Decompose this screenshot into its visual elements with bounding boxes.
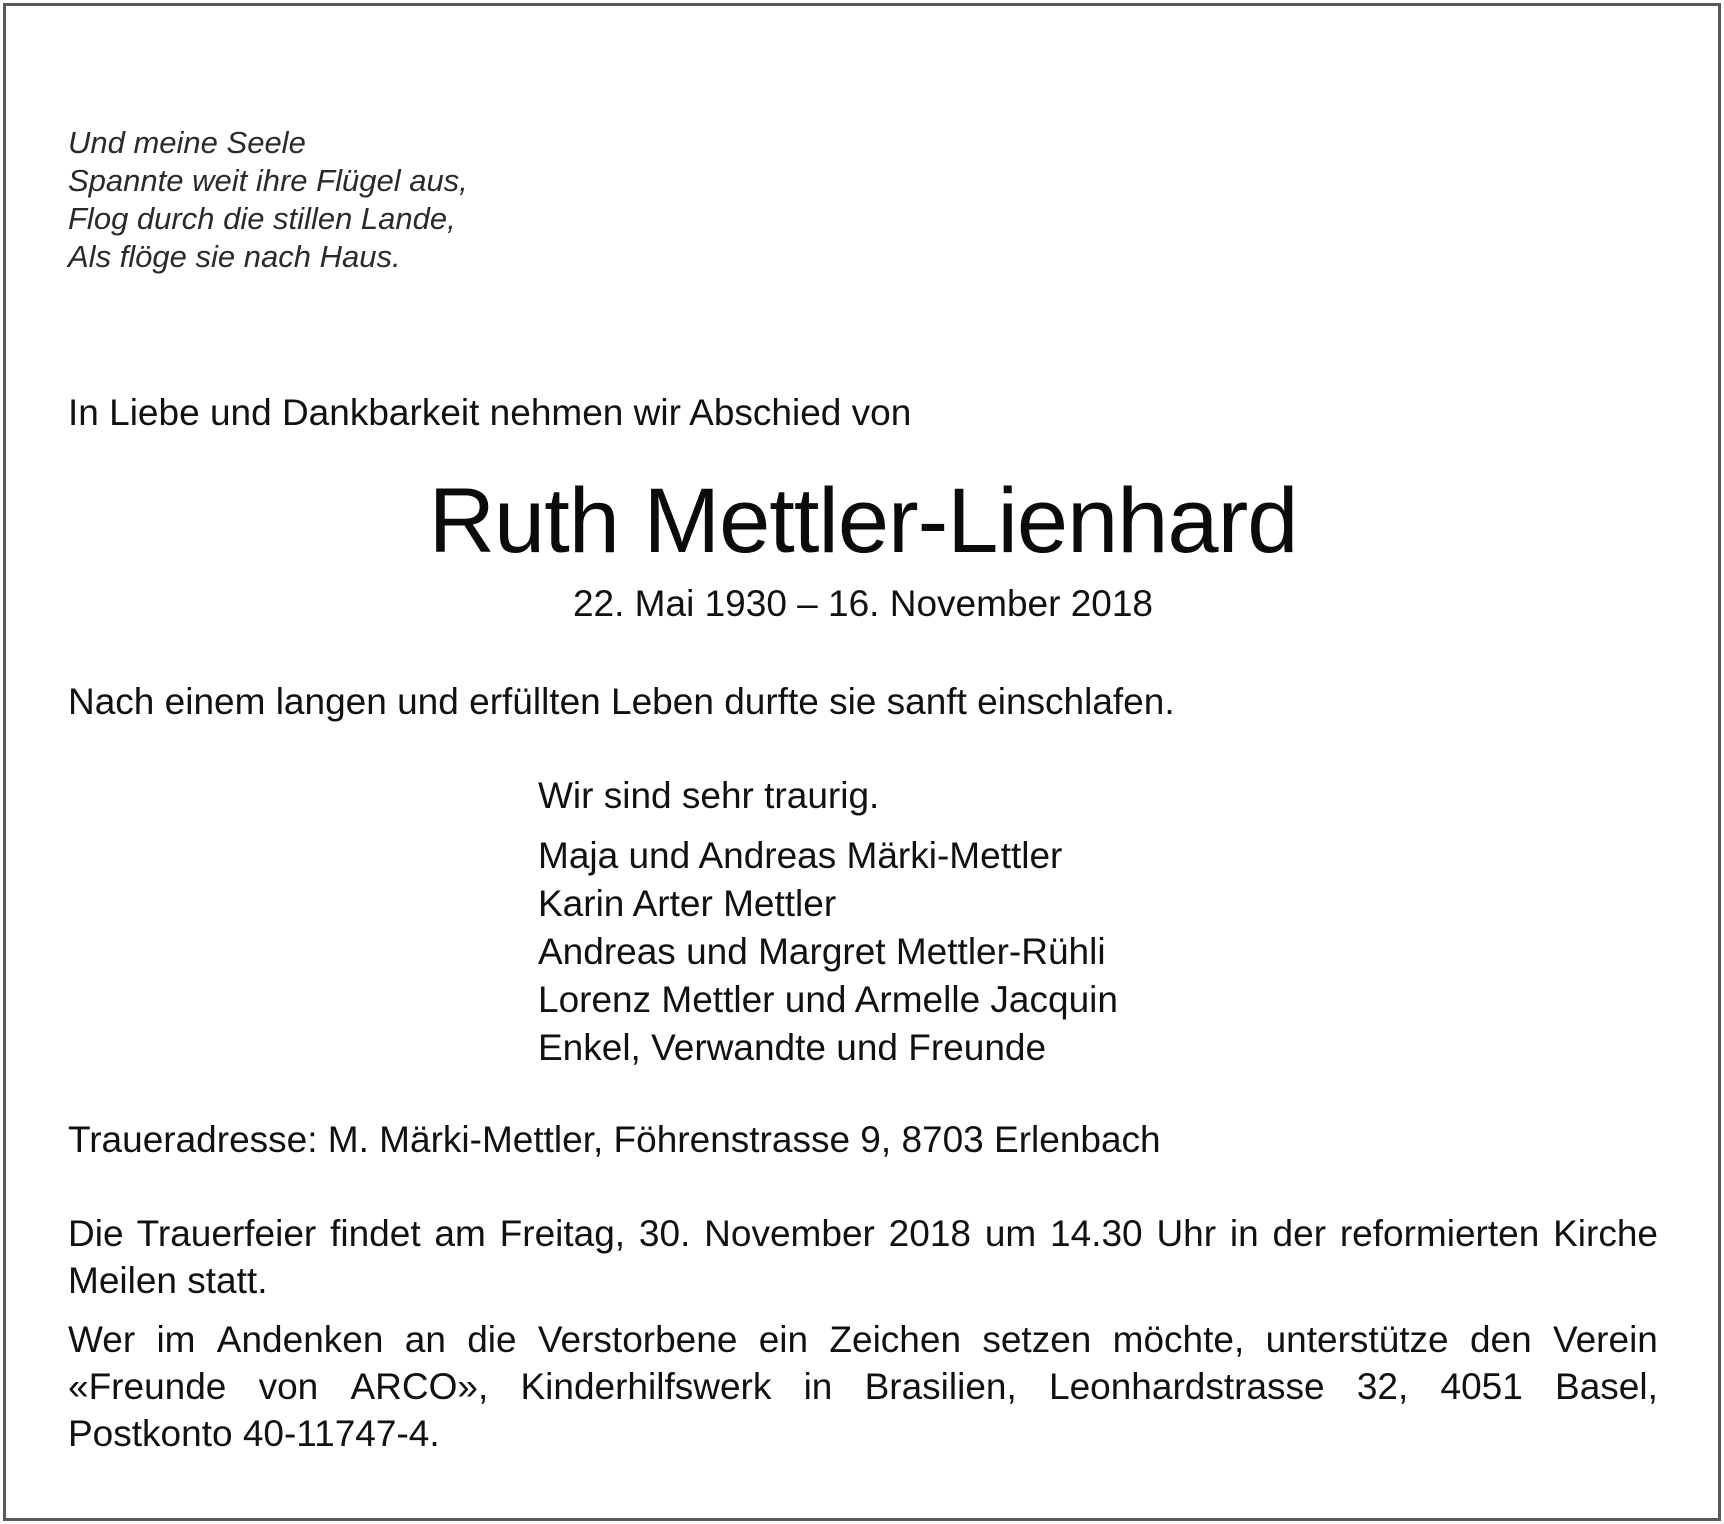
- donation-word: ARCO»,: [350, 1366, 489, 1407]
- funeral-service-info: Die Trauerfeier findet am Freitag, 30. November 2018 um 14.30 Uhr in der reformierten Kirche Meilen statt.: [68, 1213, 1658, 1301]
- mourning-address: Traueradresse: M. Märki-Mettler, Föhrenstrasse 9, 8703 Erlenbach: [68, 1119, 1161, 1160]
- donation-word: Zeichen: [829, 1319, 962, 1360]
- donation-word: Andenken: [216, 1319, 384, 1360]
- donation-word: 32,: [1356, 1366, 1409, 1407]
- donation-word: Leonhardstrasse: [1049, 1366, 1325, 1407]
- donation-word: von: [258, 1366, 319, 1407]
- donation-line: [68, 1316, 1658, 1363]
- poem-line: Spannte weit ihre Flügel aus,: [68, 163, 468, 198]
- donation-word: an: [404, 1319, 446, 1360]
- donation-word: im: [156, 1319, 196, 1360]
- poem-line: Und meine Seele: [68, 125, 306, 160]
- mourner-name: Andreas und Margret Mettler-Rühli: [538, 931, 1106, 972]
- notice-content: [68, 6, 1658, 1518]
- donation-word: setzen: [982, 1319, 1092, 1360]
- donation-word: Verein: [1552, 1319, 1658, 1360]
- donation-word: Wer: [68, 1319, 136, 1360]
- donation-line: Postkonto 40-11747-4.: [68, 1413, 440, 1454]
- poem-line: Flog durch die stillen Lande,: [68, 201, 456, 236]
- donation-word: Kinderhilfswerk: [520, 1366, 772, 1407]
- farewell-intro: In Liebe und Dankbarkeit nehmen wir Abschied von: [68, 392, 912, 433]
- donation-word: Basel,: [1555, 1366, 1658, 1407]
- passing-statement: Nach einem langen und erfüllten Leben durfte sie sanft einschlafen.: [68, 681, 1175, 722]
- donation-word: die: [467, 1319, 517, 1360]
- donation-info: [68, 1316, 1658, 1457]
- mourners-block: [538, 772, 1118, 1072]
- mourner-name: Maja und Andreas Märki-Mettler: [538, 835, 1063, 876]
- mourning-statement: Wir sind sehr traurig.: [538, 775, 880, 816]
- mourner-name: Enkel, Verwandte und Freunde: [538, 1027, 1047, 1068]
- donation-word: 4051: [1440, 1366, 1523, 1407]
- life-dates: 22. Mai 1930 – 16. November 2018: [572, 583, 1154, 624]
- poem: [68, 124, 468, 276]
- donation-word: Brasilien,: [864, 1366, 1017, 1407]
- donation-word: unterstütze: [1265, 1319, 1449, 1360]
- donation-line: [68, 1363, 1658, 1410]
- donation-word: ein: [758, 1319, 809, 1360]
- deceased-name: Ruth Mettler-Lienhard: [428, 470, 1298, 572]
- donation-word: möchte,: [1112, 1319, 1245, 1360]
- poem-line: Als flöge sie nach Haus.: [68, 239, 401, 274]
- donation-word: «Freunde: [68, 1366, 227, 1407]
- mourner-name: Karin Arter Mettler: [538, 883, 837, 924]
- donation-word: den: [1469, 1319, 1532, 1360]
- donation-word: Verstorbene: [537, 1319, 738, 1360]
- donation-word: in: [803, 1366, 833, 1407]
- mourner-name: Lorenz Mettler und Armelle Jacquin: [538, 979, 1118, 1020]
- obituary-notice: [3, 3, 1721, 1521]
